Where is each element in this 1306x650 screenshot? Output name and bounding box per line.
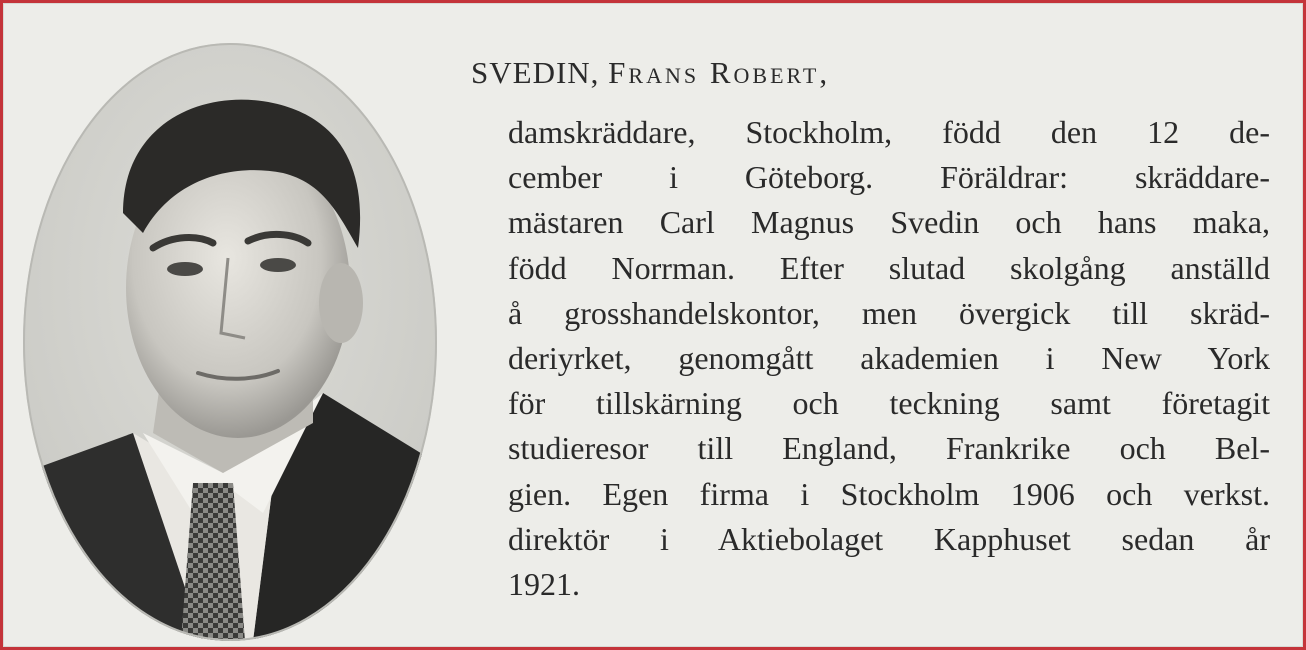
entry-line: gien. Egen firma i Stockholm 1906 och verkst. xyxy=(508,475,1270,512)
entry-line: mästaren Carl Magnus Svedin och hans maka, xyxy=(508,204,1270,241)
entry-line: damskräddare, Stockholm, född den 12 de- xyxy=(508,114,1270,150)
entry-line: cember i Göteborg. Föräldrar: skräddare- xyxy=(508,159,1270,196)
entry-given-names: Frans Robert, xyxy=(608,55,831,90)
entry-surname: SVEDIN, xyxy=(471,55,600,90)
entry-heading xyxy=(471,55,830,91)
entry-line: direktör i Aktiebolaget Kapphuset sedan år xyxy=(508,520,1270,557)
entry-line: 1921. xyxy=(508,566,580,603)
entry-body xyxy=(508,110,1270,607)
entry-line: studieresor till England, Frankrike och Bel- xyxy=(508,430,1270,467)
entry-line: för tillskärning och teckning samt företagit xyxy=(508,385,1270,422)
entry-line: född Norrman. Efter slutad skolgång anställd xyxy=(508,249,1270,286)
portrait-photo xyxy=(23,43,437,641)
entry-line: å grosshandelskontor, men övergick till skräd- xyxy=(508,294,1270,331)
entry-line: deriyrket, genomgått akademien i New York xyxy=(508,340,1270,377)
